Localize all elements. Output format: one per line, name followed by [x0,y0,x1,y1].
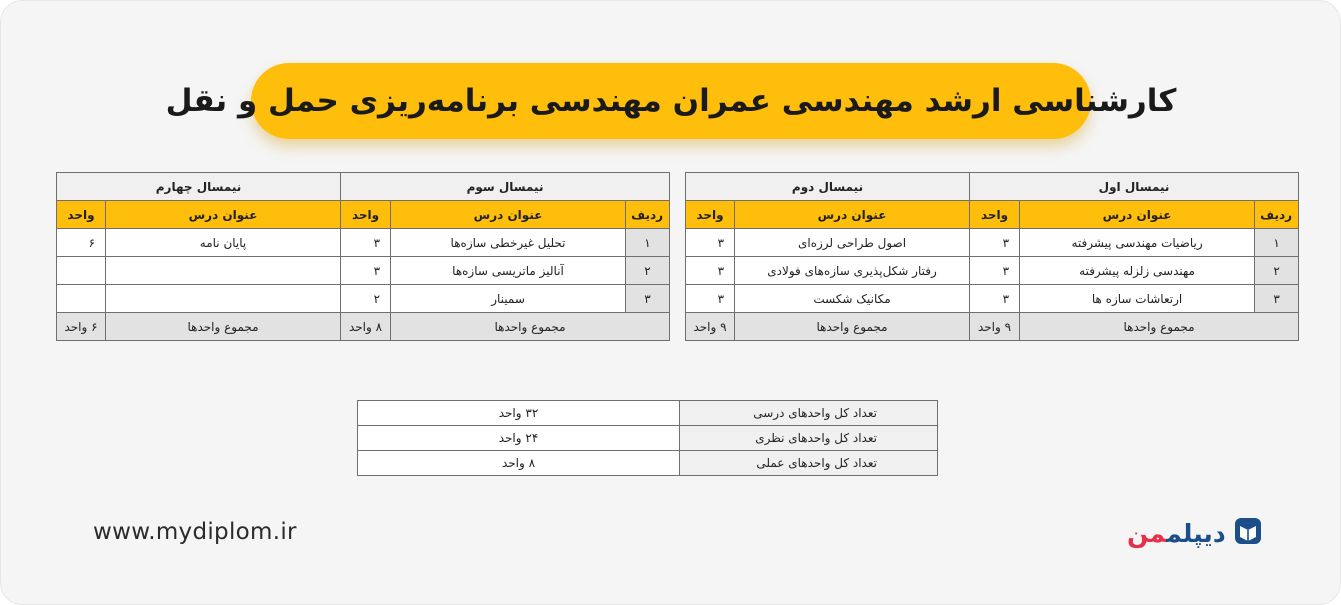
course-unit: ۳ [686,257,735,285]
course-title: مکانیک شکست [735,285,970,313]
course-title: ریاضیات مهندسی پیشرفته [1020,229,1255,257]
table-row [686,229,1299,257]
summary-label: تعداد کل واحدهای عملی [680,451,938,476]
course-title: آنالیز ماتریسی سازه‌ها [391,257,626,285]
total-label: مجموع واحدها [735,313,970,341]
semester-header: نیمسال چهارم [57,173,341,201]
total-units: ۹ واحد [970,313,1020,341]
row-number: ۲ [626,257,670,285]
total-units: ۸ واحد [341,313,391,341]
course-title: ارتعاشات سازه ها [1020,285,1255,313]
diplom-book-icon [1234,517,1262,549]
brand-logo[interactable] [1127,517,1262,549]
column-header-course: عنوان درس [391,201,626,229]
course-unit: ۳ [341,257,391,285]
course-unit: ۲ [341,285,391,313]
curriculum-table-semesters-3-4 [56,172,670,341]
course-title: رفتار شکل‌پذیری سازه‌های فولادی [735,257,970,285]
course-title: سمینار [391,285,626,313]
title-banner [165,63,1177,139]
brand-name-part2: من [1127,518,1167,548]
column-header-unit: واحد [341,201,391,229]
course-title: پایان نامه [106,229,341,257]
page-title: کارشناسی ارشد مهندسی عمران مهندسی برنامه‌ریزی حمل و نقل [165,83,1177,119]
row-number: ۲ [1255,257,1299,285]
summary-row [358,426,938,451]
total-label: مجموع واحدها [106,313,341,341]
column-header-row: ردیف [626,201,670,229]
total-row [686,313,1299,341]
table-row [686,285,1299,313]
table-row [57,257,670,285]
semester-header: نیمسال اول [970,173,1299,201]
total-label: مجموع واحدها [391,313,670,341]
total-row [57,313,670,341]
semester-header: نیمسال سوم [341,173,670,201]
total-units: ۹ واحد [686,313,735,341]
summary-value: ۳۲ واحد [358,401,680,426]
total-units: ۶ واحد [57,313,106,341]
semester-header: نیمسال دوم [686,173,970,201]
course-unit: ۳ [686,229,735,257]
website-url[interactable]: www.mydiplom.ir [93,519,297,545]
course-title: مهندسی زلزله پیشرفته [1020,257,1255,285]
summary-row [358,401,938,426]
row-number: ۱ [1255,229,1299,257]
course-title: تحلیل غیرخطی سازه‌ها [391,229,626,257]
summary-row [358,451,938,476]
course-unit: ۳ [970,257,1020,285]
course-unit: ۳ [341,229,391,257]
column-header-unit: واحد [686,201,735,229]
column-header-row: ردیف [1255,201,1299,229]
column-header-unit: واحد [57,201,106,229]
column-header-course: عنوان درس [1020,201,1255,229]
row-number: ۳ [1255,285,1299,313]
total-label: مجموع واحدها [1020,313,1299,341]
brand-name [1127,519,1226,548]
table-row [57,285,670,313]
course-title [106,257,341,285]
course-unit: ۶ [57,229,106,257]
table-row [57,229,670,257]
course-title [106,285,341,313]
column-header-course: عنوان درس [735,201,970,229]
course-unit: ۳ [686,285,735,313]
column-header-course: عنوان درس [106,201,341,229]
curriculum-table-semesters-1-2 [685,172,1299,341]
course-unit: ۳ [970,285,1020,313]
row-number: ۱ [626,229,670,257]
course-unit [57,285,106,313]
table-row [686,257,1299,285]
summary-value: ۲۴ واحد [358,426,680,451]
column-header-unit: واحد [970,201,1020,229]
summary-value: ۸ واحد [358,451,680,476]
brand-name-part1: دیپلم [1166,518,1226,548]
course-title: اصول طراحی لرزه‌ای [735,229,970,257]
units-summary-table [357,400,938,476]
summary-label: تعداد کل واحدهای درسی [680,401,938,426]
row-number: ۳ [626,285,670,313]
course-unit [57,257,106,285]
course-unit: ۳ [970,229,1020,257]
summary-label: تعداد کل واحدهای نظری [680,426,938,451]
